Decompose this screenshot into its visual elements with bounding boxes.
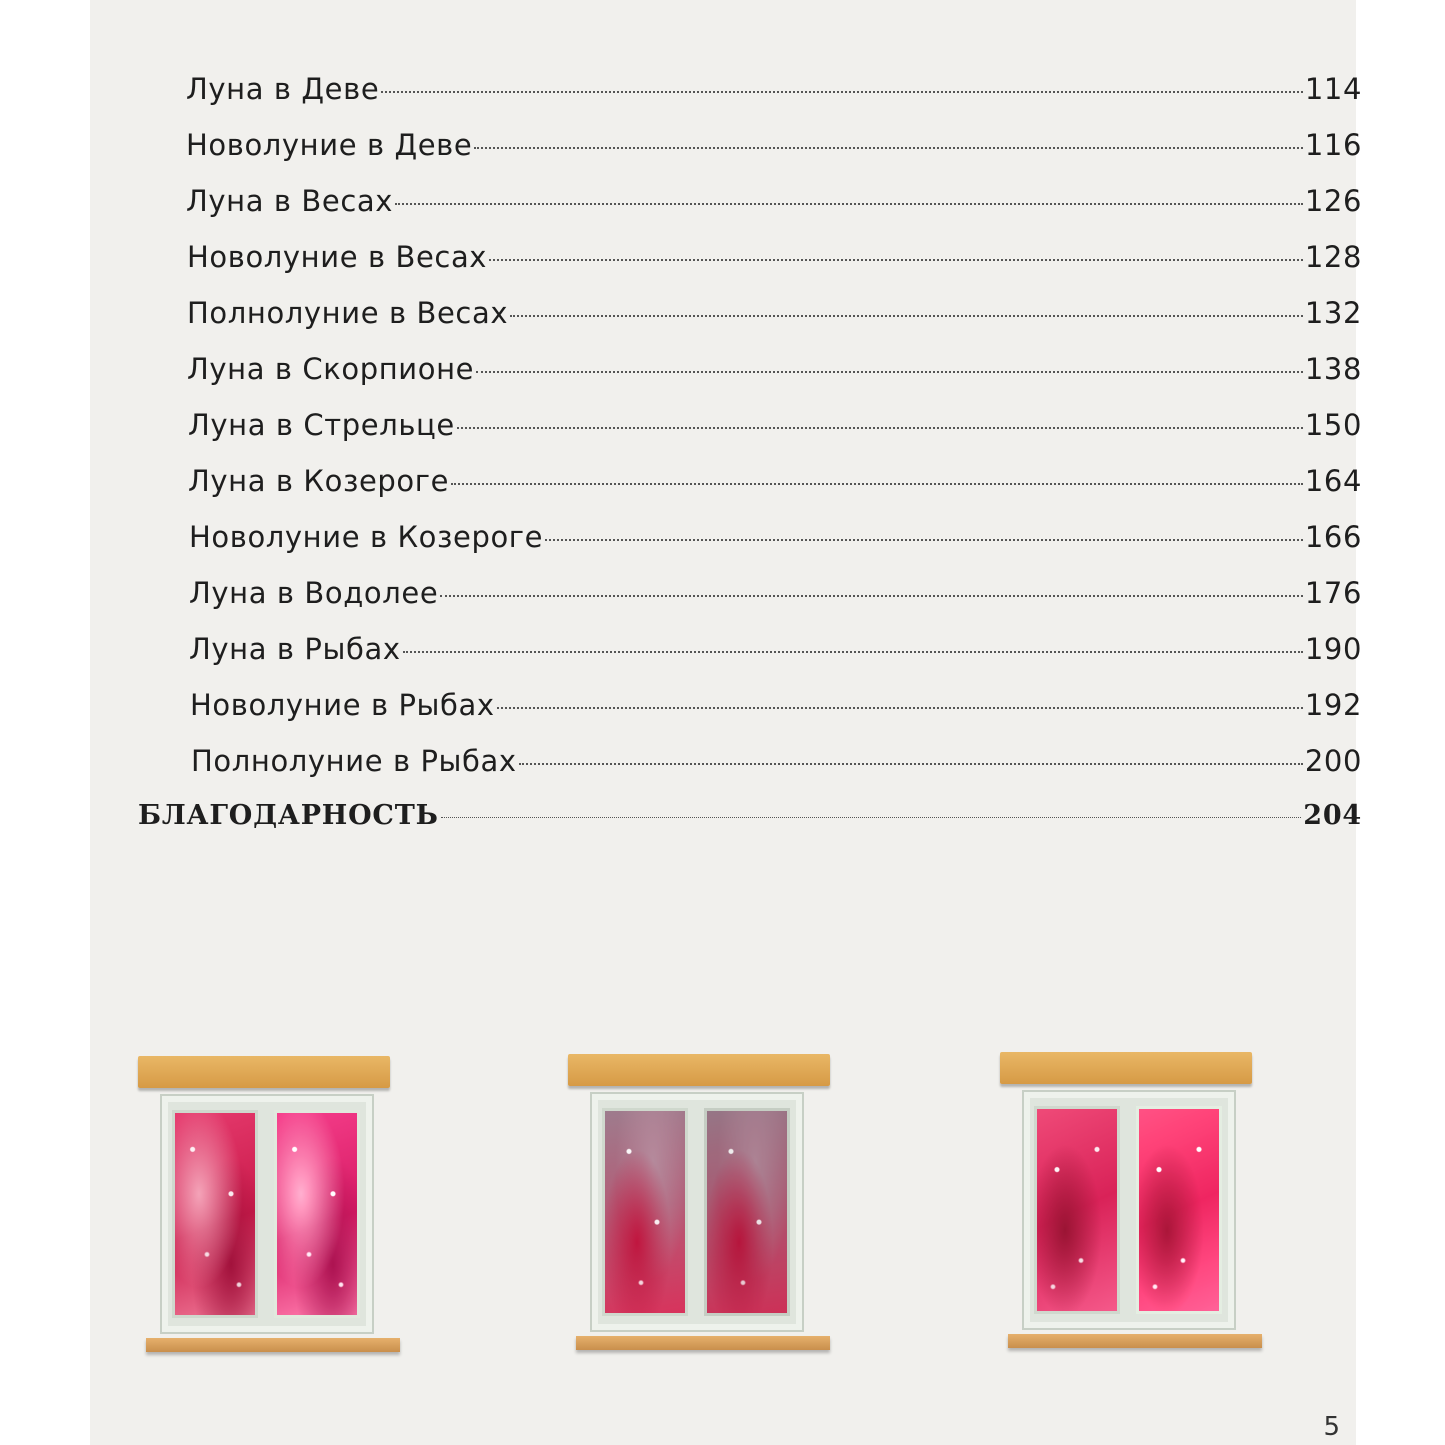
dot-leader: [457, 427, 1303, 429]
window-lintel: [1000, 1052, 1252, 1084]
dot-leader: [403, 651, 1303, 653]
toc-main-entry-title: БЛАГОДАРНОСТЬ: [138, 800, 439, 831]
window-pane: [172, 1110, 258, 1318]
dot-leader: [474, 147, 1303, 149]
toc-entry-page: 190: [1304, 632, 1362, 666]
dot-leader: [545, 539, 1303, 541]
toc-entry-title: Луна в Весах: [186, 184, 394, 218]
toc-entry-page: 176: [1304, 576, 1362, 610]
toc-entry-page: 116: [1304, 128, 1362, 162]
toc-entry-page: 128: [1304, 240, 1362, 274]
toc-entry[interactable]: [187, 352, 1362, 408]
toc-entry-page: 138: [1304, 352, 1362, 386]
toc-main-entry-page: 204: [1303, 800, 1362, 831]
dot-leader: [476, 371, 1303, 373]
window-pane: [602, 1108, 688, 1316]
toc-entry-title: Луна в Стрельце: [188, 408, 455, 442]
toc-entry-title: Луна в Водолее: [189, 576, 439, 610]
dot-leader: [497, 707, 1303, 709]
toc-entry-title: Новолуние в Рыбах: [190, 688, 495, 722]
toc-entry[interactable]: [191, 744, 1362, 800]
toc-entry-title: Полнолуние в Весах: [187, 296, 509, 330]
toc-entry-title: Луна в Скорпионе: [187, 352, 475, 386]
toc-entry-page: 164: [1304, 464, 1362, 498]
toc-entry-page: 166: [1304, 520, 1362, 554]
window-pane: [1136, 1106, 1222, 1314]
table-of-contents: [138, 72, 1362, 856]
dot-leader: [519, 763, 1303, 765]
toc-entry-page: 200: [1304, 744, 1362, 778]
toc-main-entry[interactable]: [138, 800, 1362, 856]
dot-leader: [510, 315, 1303, 317]
toc-entry[interactable]: [186, 72, 1362, 128]
window-pane: [274, 1110, 360, 1318]
window-lintel: [568, 1054, 830, 1086]
toc-entry-title: Новолуние в Весах: [187, 240, 488, 274]
toc-entry-title: Новолуние в Деве: [186, 128, 473, 162]
window-frame: [590, 1092, 804, 1332]
toc-entry[interactable]: [188, 408, 1362, 464]
window-sill: [146, 1338, 400, 1352]
toc-entry-title: Полнолуние в Рыбах: [191, 744, 517, 778]
toc-entry-title: Луна в Деве: [186, 72, 380, 106]
window-frame: [160, 1094, 374, 1334]
window-pane: [704, 1108, 790, 1316]
window-nebula-1: [138, 1056, 400, 1356]
dot-leader: [489, 259, 1303, 261]
toc-entry-page: 150: [1304, 408, 1362, 442]
dot-leader: [395, 203, 1303, 205]
toc-entry-title: Новолуние в Козероге: [189, 520, 544, 554]
dot-leader: [441, 817, 1302, 818]
toc-entry-page: 114: [1304, 72, 1362, 106]
toc-entry-page: 132: [1304, 296, 1362, 330]
toc-entry-title: Луна в Рыбах: [189, 632, 401, 666]
toc-entry[interactable]: [189, 520, 1362, 576]
window-frame: [1022, 1090, 1236, 1330]
toc-entry[interactable]: [190, 688, 1362, 744]
page-number: 5: [1323, 1412, 1340, 1442]
toc-entry[interactable]: [187, 240, 1362, 296]
book-page: [90, 0, 1362, 1445]
toc-entry[interactable]: [186, 128, 1362, 184]
toc-entry-title: Луна в Козероге: [188, 464, 450, 498]
toc-entry-page: 126: [1304, 184, 1362, 218]
window-lintel: [138, 1056, 390, 1088]
toc-entry[interactable]: [187, 296, 1362, 352]
window-nebula-3: [1000, 1052, 1262, 1352]
toc-entry[interactable]: [188, 464, 1362, 520]
toc-entry-page: 192: [1304, 688, 1362, 722]
window-nebula-2: [568, 1054, 830, 1354]
dot-leader: [381, 91, 1303, 93]
window-pane: [1034, 1106, 1120, 1314]
toc-entry[interactable]: [186, 184, 1362, 240]
windows-illustration: [90, 1040, 1356, 1370]
toc-entry[interactable]: [189, 576, 1362, 632]
toc-entry[interactable]: [189, 632, 1362, 688]
dot-leader: [440, 595, 1303, 597]
window-sill: [1008, 1334, 1262, 1348]
window-sill: [576, 1336, 830, 1350]
dot-leader: [451, 483, 1303, 485]
